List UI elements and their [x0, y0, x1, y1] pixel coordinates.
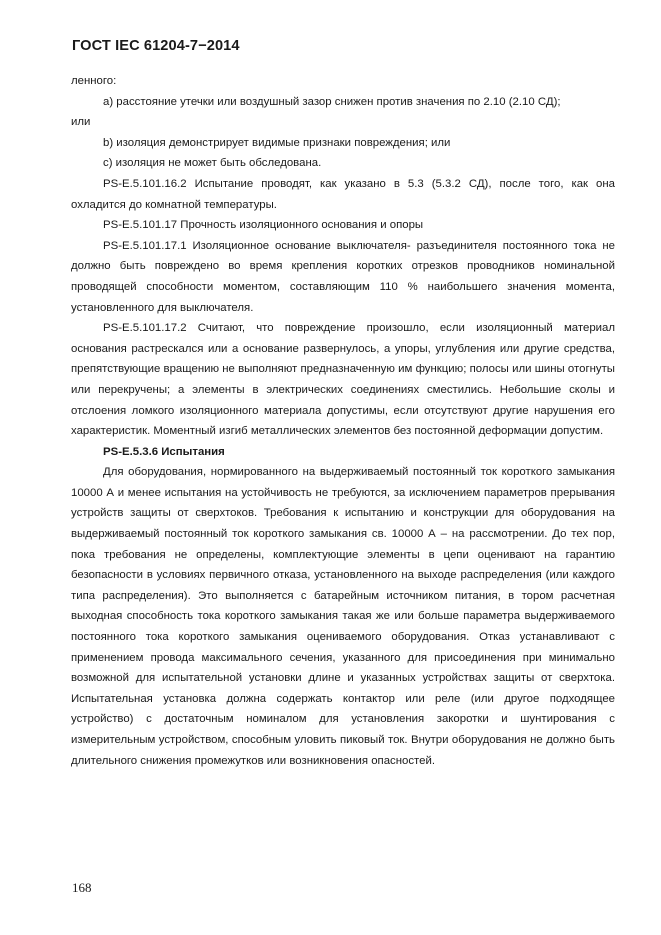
section-title-17: PS-E.5.101.17 Прочность изоляционного основания и опоры — [103, 219, 424, 232]
paragraph-17-1: PS-E.5.101.17.1 Изоляционное основание выключателя- разъединителя постоянного тока не должно быть повреждено во время крепления коротких отрезков проводников номинальной проводящей способности моментом, составляющим 110 % наибольшего значения момента, установленного для выключателя. — [71, 239, 615, 314]
paragraph-16-2: PS-E.5.101.16.2 Испытание проводят, как указано в 5.3 (5.3.2 СД), после того, как она охладится до комнатной температуры. — [71, 177, 615, 211]
paragraph-continuation: ленного: — [71, 75, 117, 87]
page-number: 168 — [72, 880, 92, 895]
document-body — [71, 71, 615, 771]
paragraph-17-2: PS-E.5.101.17.2 Считают, что повреждение произошло, если изоляционный материал основания растрескался или а основание развернулось, а упоры, углубления или другие средства, препятствующие вращению не выполняют предназначенную им функцию; полосы или шины отогнуты или перекручены; а элементы в электрических соединениях сместились. Небольшие сколы и отслоения ломкого изоляционного материала допустимы, если отсутствуют другие нарушения его характеристик. Моментный изгиб металлических элементов без постоянной деформации допустим. — [71, 322, 615, 438]
document-header: ГОСТ IEC 61204-7−2014 — [72, 38, 240, 54]
list-item-b: b) изоляция демонстрирует видимые признаки повреждения; или — [103, 136, 451, 149]
list-item-a: a) расстояние утечки или воздушный зазор снижен против значения по 2.10 (2.10 СД); — [103, 95, 561, 108]
section-heading-tests: PS-E.5.3.6 Испытания — [103, 445, 225, 458]
paragraph-tests: Для оборудования, нормированного на выдерживаемый постоянный ток короткого замыкания 10000 А и менее испытания на устойчивость не требуются, за исключением параметров прерывания устройств защиты от сверхтоков. Требования к испытанию и конструкции для оборудования на выдерживаемый постоянный ток короткого замыкания св. 10000 А – на рассмотрении. До тех пор, пока требования не определены, комплектующие элементы в цепи оценивают на гарантию безопасности в условиях первичного отказа, установленного на выходе распределения (или каждого типа распределения). Это выполняется с батарейным источником питания, в тором расчетная выходная способность тока короткого замыкания такая же или больше параметра выдерживаемого постоянного тока короткого замыкания оцениваемого оборудования. Отказ устанавливают с применением провода максимального сечения, указанного для присоединения при минимально возможной для испытательной установки длине и указанных устройствах защиты от сверхтока. Испытательная установка должна содержать контактор или реле (или другое подходящее устройство) с достаточным номиналом для установления закоротки и шунтирования с измерительным устройством, способным уловить пиковый ток. Внутри оборудования не должно быть длительного снижения промежутков или возникновения опасностей. — [71, 466, 615, 767]
list-connector-or: или — [71, 116, 91, 129]
list-item-c: c) изоляция не может быть обследована. — [103, 157, 322, 170]
